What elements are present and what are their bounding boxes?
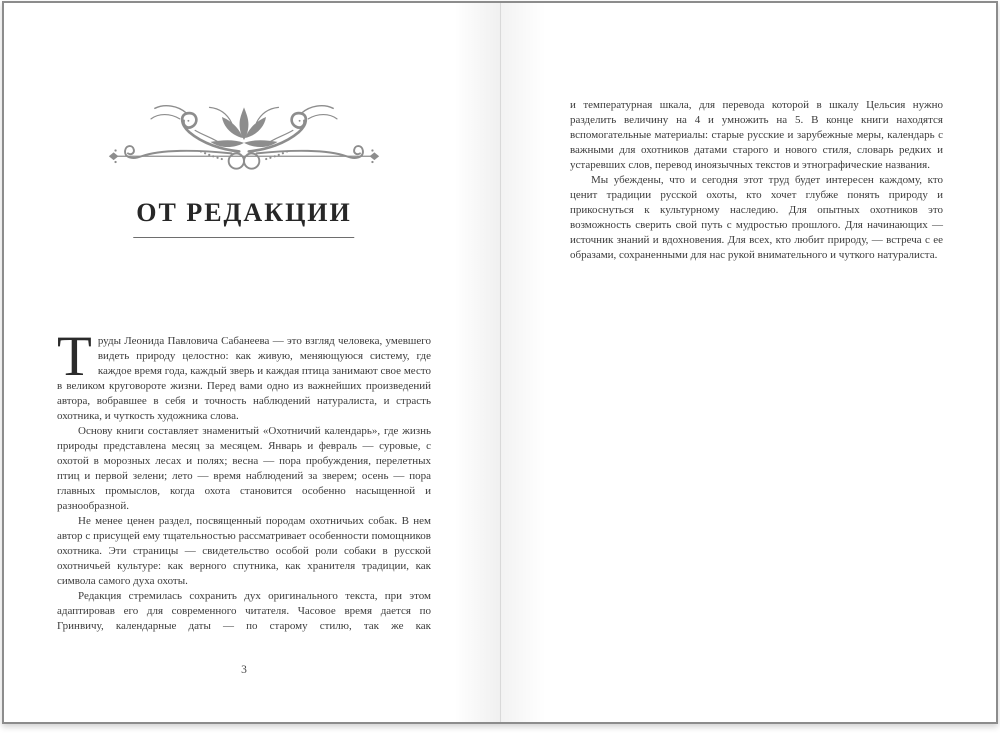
ornament-flourish-icon — [105, 101, 383, 177]
book-spread — [2, 1, 998, 724]
body-text-left — [57, 325, 431, 634]
paragraph-text: руды Леонида Павловича Сабанеева — это взгляд человека, умевшего видеть природу целостно: как живую, меняющуюся систему, где каждое время года, каждый зверь и каждая птица занимают свое место в великом круговороте жизни. Перед вами одно из важнейших произведений автора, вобравшее в себя и точность наблюдений натуралиста, и страсть охотника, и чуткость художника слова. — [57, 335, 431, 422]
paragraph: Не менее ценен раздел, посвященный породам охотничьих собак. В нем автор с присущей ему тщательностью рассматривает особенности помощников охотника. Эти страницы — свидетельство особой роли собаки в русской охотничьей культуре: как верного спутника, как хранителя традиции, как символа самого духа охоты. — [57, 515, 431, 587]
page-right — [570, 3, 943, 722]
spine-shadow-right — [500, 3, 546, 722]
spine-shadow-left — [454, 3, 500, 722]
spine-divider — [500, 3, 501, 722]
page-number: 3 — [241, 664, 247, 676]
paragraph: Основу книги составляет знаменитый «Охотничий календарь», где жизнь природы представлена месяц за месяцем. Январь и февраль — суровые, с охотой в морозных лесах и полях; весна — пора пробуждения, перелетных птиц и первой зелени; лето — время наблюдений за зверем; осень — пора главных промыслов, когда охота становится особенно насыщенной и разнообразной. — [57, 425, 431, 512]
drop-cap: Т — [57, 325, 92, 388]
paragraph: Мы убеждены, что и сегодня этот труд будет интересен каждому, кто ценит традиции русской охоты, кто хочет глубже понять природу и прикоснуться к культурному наследию. Для опытных охотников это возможность сверить свой путь с мудростью прошлого. Для начинающих — источник знаний и вдохновения. Для всех, кто любит природу, — встреча с ее образами, сохраненными для нас рукой внимательного и чуткого натуралиста. — [570, 174, 943, 261]
body-text-right — [570, 98, 943, 263]
paragraph: Редакция стремилась сохранить дух оригинального текста, при этом адаптировав его для современного читателя. Часовое время дается по Гринвичу, календарные даты — по старому стилю, так же как — [57, 590, 431, 632]
paragraph — [57, 325, 431, 424]
page-left — [57, 3, 431, 722]
chapter-title: ОТ РЕДАКЦИИ — [133, 198, 354, 238]
paragraph: и температурная шкала, для перевода которой в шкалу Цельсия нужно разделить величину на 4 и умножить на 5. В конце книги находятся вспомогательные материалы: старые русские и зарубежные меры, календарь с важными для охотников датами старого и нового стиля, словарь редких и устаревших слов, перевод иноязычных текстов и этнографические названия. — [570, 99, 943, 171]
